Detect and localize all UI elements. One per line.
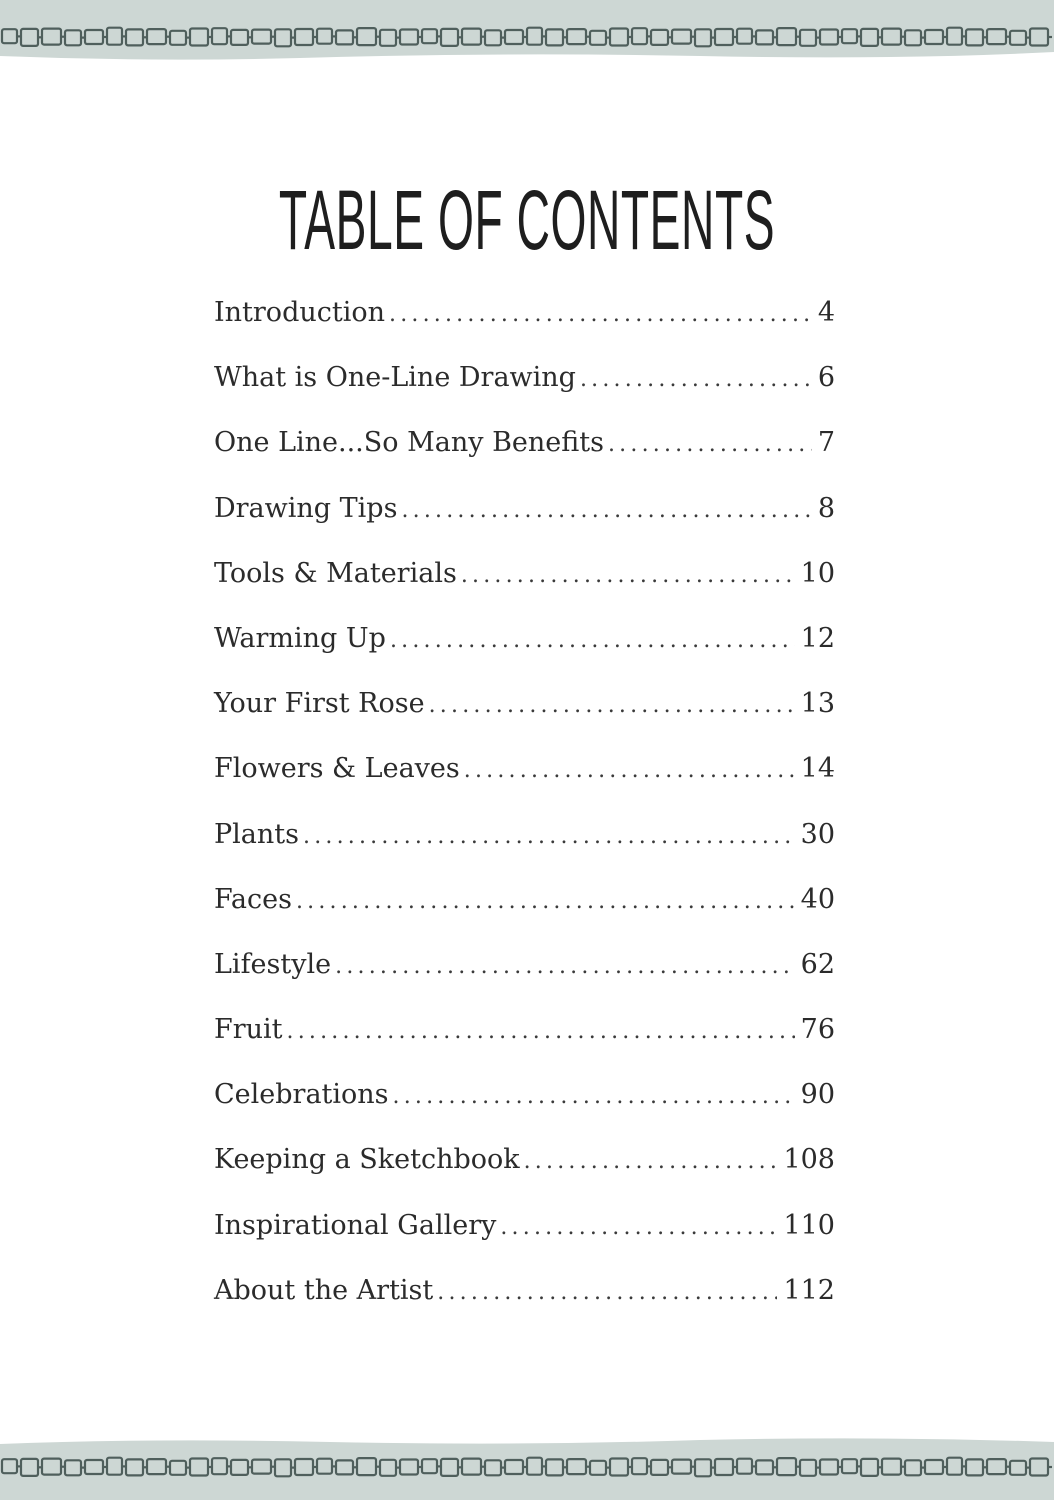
toc-entry[interactable] (214, 812, 835, 877)
dot-leader (389, 292, 812, 338)
toc-entry-label: Inspirational Gallery (214, 1209, 497, 1241)
top-decorative-border (0, 0, 1054, 70)
toc-entry[interactable] (214, 746, 835, 811)
dot-leader (464, 748, 795, 794)
dot-leader (335, 944, 795, 990)
toc-entry-label: Your First Rose (214, 688, 425, 720)
toc-entry-label: Drawing Tips (214, 492, 398, 524)
dot-leader (461, 553, 795, 599)
toc-entry-label: One Line...So Many Benefits (214, 427, 604, 459)
toc-entry-label: Fruit (214, 1014, 283, 1046)
toc-entry[interactable] (214, 616, 835, 681)
bottom-border-pattern (0, 1428, 1054, 1500)
toc-entry-page: 76 (800, 1014, 835, 1046)
toc-entry-page: 7 (817, 427, 835, 459)
toc-entry-label: Warming Up (214, 622, 386, 654)
toc-entry[interactable] (214, 486, 835, 551)
dot-leader (580, 357, 812, 403)
toc-entry-page: 112 (783, 1274, 835, 1306)
toc-entry-label: Faces (214, 883, 292, 915)
toc-entry-page: 14 (800, 753, 835, 785)
dot-leader (429, 683, 795, 729)
toc-entry-page: 4 (817, 297, 835, 328)
toc-entry-label: Lifestyle (214, 948, 332, 980)
toc-entry[interactable] (214, 1268, 835, 1333)
toc-entry-label: Keeping a Sketchbook (214, 1144, 520, 1176)
toc-entry[interactable] (214, 1007, 835, 1072)
toc-entry-page: 6 (817, 362, 835, 394)
toc-entry-page: 90 (800, 1079, 835, 1111)
dot-leader (437, 1270, 777, 1316)
toc-entry-label: About the Artist (214, 1274, 434, 1306)
top-border-pattern (0, 0, 1054, 70)
toc-entry[interactable] (214, 290, 835, 355)
dot-leader (303, 814, 795, 860)
toc-entry-label: What is One-Line Drawing (214, 362, 576, 394)
dot-leader (608, 422, 812, 468)
toc-entry-page: 30 (800, 818, 835, 850)
toc-entry-page: 10 (800, 557, 835, 589)
toc-entry-label: Celebrations (214, 1079, 389, 1111)
dot-leader (524, 1139, 778, 1185)
toc-entry[interactable] (214, 942, 835, 1007)
dot-leader (500, 1205, 777, 1251)
toc-entry[interactable] (214, 1072, 835, 1137)
toc-entry-label: Tools & Materials (214, 557, 457, 589)
toc-entry[interactable] (214, 681, 835, 746)
toc-entry[interactable] (214, 1203, 835, 1268)
toc-entry[interactable] (214, 420, 835, 485)
toc-entry-page: 8 (817, 492, 835, 524)
table-of-contents (214, 290, 835, 1333)
bottom-decorative-border (0, 1428, 1054, 1500)
dot-leader (393, 1074, 795, 1120)
toc-entry-page: 62 (800, 948, 835, 980)
toc-entry-page: 13 (800, 688, 835, 720)
dot-leader (296, 879, 795, 925)
toc-entry[interactable] (214, 551, 835, 616)
dot-leader (401, 488, 811, 534)
toc-entry[interactable] (214, 1137, 835, 1202)
toc-entry-label: Introduction (214, 297, 385, 328)
page-title: TABLE OF CONTENTS (278, 173, 776, 267)
toc-entry[interactable] (214, 877, 835, 942)
toc-entry-page: 110 (783, 1209, 835, 1241)
dot-leader (287, 1009, 795, 1055)
toc-entry[interactable] (214, 355, 835, 420)
toc-entry-page: 40 (800, 883, 835, 915)
toc-entry-page: 12 (800, 622, 835, 654)
toc-entry-page: 108 (783, 1144, 835, 1176)
dot-leader (390, 618, 795, 664)
toc-entry-label: Plants (214, 818, 299, 850)
toc-entry-label: Flowers & Leaves (214, 753, 460, 785)
